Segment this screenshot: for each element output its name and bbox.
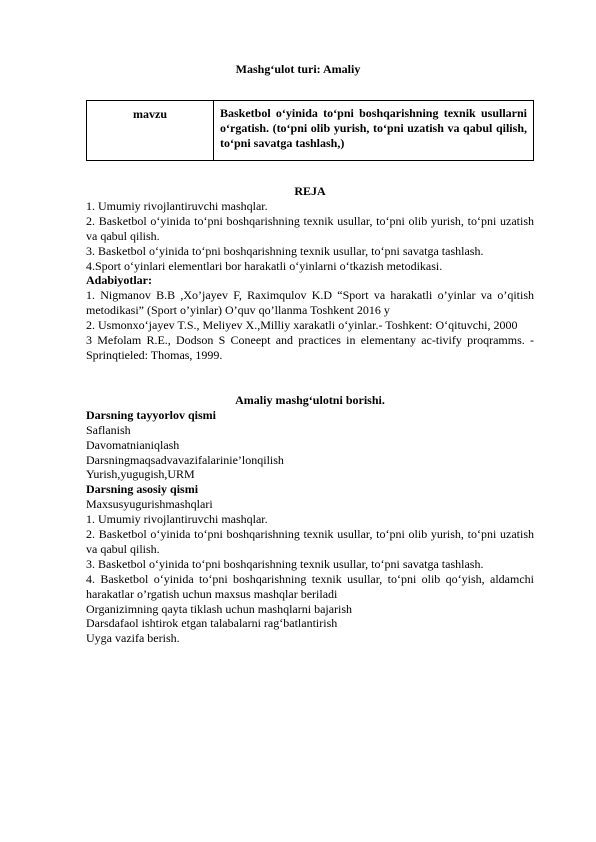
asosiy-item: 4. Basketbol o‘yinida to‘pni boshqarishning texnik usullar, to‘pni olib qo‘yish, aldamchi harakatlar o’rgatish uchun maxsus mashqlar beriladi [86,571,534,601]
reja-item: 4.Sport o‘yinlari elementlari bor harakatli o‘yinlarni o‘tkazish metodikasi. [86,258,443,273]
asosiy-item: Organizimning qayta tiklash uchun mashqlarni bajarish [86,601,353,616]
topic-table [86,100,534,161]
adabiyot-item: 2. Usmonxo‘jayev T.S., Meliyev X.,Milliy xarakatli o‘yinlar.- Toshkent: O‘qituvchi, 2000 [86,318,518,333]
asosiy-heading: Darsning asosiy qismi [86,482,199,497]
reja-item: 3. Basketbol o‘yinida to‘pni boshqarishning texnik usullar, to‘pni savatga tashlash. [86,243,484,258]
tayyorlov-item: Davomatnianiqlash [86,437,180,452]
page-title: Mashg‘ulot turi: Amaliy [235,62,361,76]
borishi-heading: Amaliy mashg‘ulotni borishi. [235,392,385,407]
topic-row [87,101,534,161]
section-gap [86,363,534,393]
tayyorlov-item: Darsningmaqsadvavazifalarinie’lonqilish [86,452,284,467]
asosiy-item: Uyga vazifa berish. [86,631,180,646]
reja-item: 1. Umumiy rivojlantiruvchi mashqlar. [86,198,268,213]
tayyorlov-item: Yurish,yugugish,URM [86,467,195,482]
reja-heading: REJA [294,184,326,198]
adabiyotlar-heading: Adabiyotlar: [86,273,152,288]
asosiy-item: Maxsusyugurishmashqlari [86,497,213,512]
reja-item: 2. Basketbol o‘yinida to‘pni boshqarishning texnik usullar, to‘pni olib yurish, to‘pni uzatish va qabul qilish. [86,213,534,243]
adabiyot-item: 1. Nigmanov B.B ,Xo’jayev F, Raximqulov K.D “Sport va harakatli o’yinlar va o’qitish metodikasi” (Sport o’yinlar) O’quv qo’llanma Toshkent 2016 y [86,288,534,318]
asosiy-item: 3. Basketbol o‘yinida to‘pni boshqarishning texnik usullar, to‘pni savatga tashlash. [86,556,484,571]
topic-label: mavzu [87,101,214,161]
topic-value: Basketbol o‘yinida to‘pni boshqarishning texnik usullarni o‘rgatish. (to‘pni olib yurish, to‘pni uzatish va qabul qilish, to‘pni savatga tashlash,) [214,101,534,161]
asosiy-item: Darsdafaol ishtirok etgan talabalarni rag‘batlantirish [86,616,338,631]
tayyorlov-item: Saflanish [86,422,131,437]
document-body [86,184,534,646]
asosiy-item: 1. Umumiy rivojlantiruvchi mashqlar. [86,512,268,527]
asosiy-item: 2. Basketbol o‘yinida to‘pni boshqarishning texnik usullar, to‘pni olib yurish, to‘pni uzatish va qabul qilish. [86,527,534,556]
adabiyot-item: 3 Mefolam R.E., Dodson S Coneept and practices in elementany ac-tivify proqramms. - Sprinqtieled: Thomas, 1999. [86,333,534,362]
tayyorlov-heading: Darsning tayyorlov qismi [86,407,217,422]
